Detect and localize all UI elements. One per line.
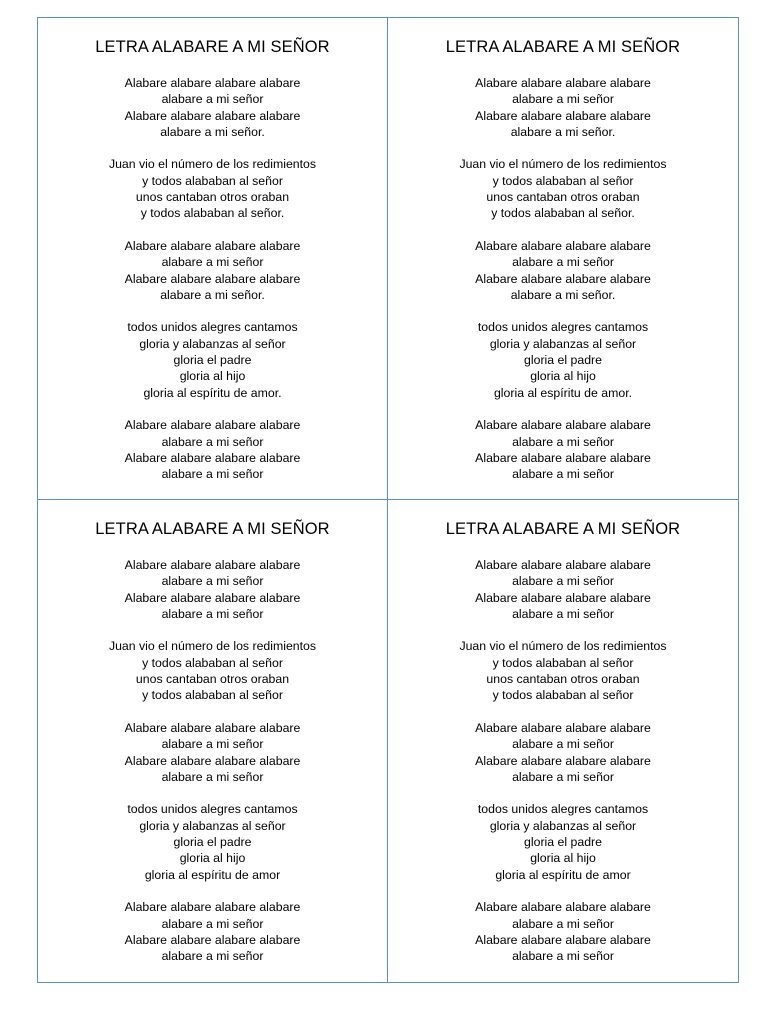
lyric-line: Alabare alabare alabare alabare [475,753,651,768]
lyric-line: gloria el padre [173,835,252,850]
lyric-line: y todos alababan al señor [492,688,634,703]
lyrics-sheet [37,17,739,983]
lyric-line: Juan vio el número de los redimientos [459,639,667,654]
stanza [38,638,387,703]
lyric-line: Alabare alabare alabare alabare [124,450,301,465]
lyric-line: alabare a mi señor [512,769,614,784]
lyric-line: Alabare alabare alabare alabare [124,271,301,286]
stanza [38,156,387,221]
lyric-line: alabare a mi señor [161,769,264,784]
lyric-line: todos unidos alegres cantamos [477,802,649,817]
lyric-line: Alabare alabare alabare alabare [475,238,651,253]
lyrics-body [38,557,387,981]
lyric-line: alabare a mi señor [512,949,614,964]
lyric-line: Alabare alabare alabare alabare [475,558,651,572]
lyric-line: y todos alababan al señor [142,688,283,703]
lyric-line: gloria y alabanzas al señor [489,818,637,833]
lyric-line: alabare a mi señor [512,737,614,752]
stanza [38,238,387,303]
lyrics-card-2 [388,18,738,500]
lyric-line: unos cantaban otros oraban [486,190,640,205]
lyric-line: alabare a mi señor. [510,287,616,302]
lyric-line: gloria al espíritu de amor [144,867,281,882]
lyric-line: gloria al espíritu de amor. [143,385,282,400]
stanza [38,720,387,785]
lyric-line: y todos alababan al señor [492,655,634,670]
lyrics-card-4 [388,500,738,982]
lyric-line: Alabare alabare alabare alabare [475,900,651,915]
stanza [388,75,738,140]
lyric-line: Juan vio el número de los redimientos [108,157,317,172]
lyric-line: Alabare alabare alabare alabare [475,590,651,605]
lyric-line: todos unidos alegres cantamos [127,802,298,817]
stanza [388,720,738,785]
lyric-line: Alabare alabare alabare alabare [124,932,301,947]
stanza [38,319,387,400]
lyrics-body [38,75,387,499]
lyrics-body [388,557,738,981]
lyric-line: alabare a mi señor [512,606,614,621]
lyric-line: gloria al hijo [179,369,246,384]
lyric-line: Alabare alabare alabare alabare [124,753,301,768]
lyric-line: alabare a mi señor [161,916,264,931]
lyric-line: Alabare alabare alabare alabare [124,108,301,123]
lyric-line: Alabare alabare alabare alabare [475,720,651,735]
lyric-line: Alabare alabare alabare alabare [475,271,651,286]
lyric-line: gloria al hijo [530,851,596,866]
card-title: LETRA ALABARE A MI SEÑOR [95,38,330,56]
lyric-line: Alabare alabare alabare alabare [475,450,651,465]
lyric-line: Alabare alabare alabare alabare [124,720,301,735]
lyric-line: y todos alababan al señor [142,173,283,188]
card-title: LETRA ALABARE A MI SEÑOR [445,520,681,538]
card-title: LETRA ALABARE A MI SEÑOR [95,520,330,538]
lyric-line: y todos alababan al señor [142,655,283,670]
lyric-line: unos cantaban otros oraban [486,672,640,687]
lyric-line: y todos alababan al señor [492,173,634,188]
lyric-line: alabare a mi señor [161,574,264,589]
lyric-line: gloria al espíritu de amor [495,867,631,882]
stanza [388,319,738,400]
lyric-line: Alabare alabare alabare alabare [124,590,301,605]
lyric-line: alabare a mi señor [161,92,264,107]
lyric-line: alabare a mi señor [512,434,614,449]
lyric-line: Alabare alabare alabare alabare [475,932,651,947]
lyric-line: alabare a mi señor. [510,124,616,139]
lyric-line: alabare a mi señor [512,255,614,270]
lyric-line: Alabare alabare alabare alabare [475,418,651,433]
lyric-line: alabare a mi señor [161,737,264,752]
lyric-line: alabare a mi señor [161,949,264,964]
lyric-line: Alabare alabare alabare alabare [124,238,301,253]
lyric-line: Alabare alabare alabare alabare [475,108,651,123]
stanza [38,75,387,140]
lyric-line: todos unidos alegres cantamos [477,320,649,335]
stanza [38,557,387,622]
lyric-line: gloria al espíritu de amor. [493,385,633,400]
lyric-line: alabare a mi señor [512,467,614,482]
stanza [38,801,387,882]
lyric-line: y todos alababan al señor. [140,206,285,221]
lyric-line: Alabare alabare alabare alabare [124,76,301,90]
lyric-line: alabare a mi señor. [160,124,265,139]
lyric-line: gloria y alabanzas al señor [489,336,637,351]
lyric-line: Alabare alabare alabare alabare [124,900,301,915]
stanza [388,238,738,303]
stanza [38,899,387,964]
lyric-line: alabare a mi señor [161,467,264,482]
lyric-line: todos unidos alegres cantamos [127,320,298,335]
lyric-line: unos cantaban otros oraban [135,190,290,205]
lyrics-card-1 [38,18,388,500]
lyric-line: Alabare alabare alabare alabare [124,558,301,572]
stanza [388,156,738,221]
lyric-line: gloria al hijo [530,369,596,384]
stanza [388,417,738,482]
lyric-line: y todos alababan al señor. [491,206,635,221]
lyric-line: Alabare alabare alabare alabare [124,418,301,433]
lyric-line: alabare a mi señor. [160,287,265,302]
lyric-line: gloria el padre [524,353,602,368]
lyrics-body [388,75,738,499]
lyric-line: alabare a mi señor [161,255,264,270]
lyric-line: alabare a mi señor [512,916,614,931]
lyrics-card-3 [38,500,388,982]
lyric-line: gloria y alabanzas al señor [139,336,286,351]
lyric-line: Juan vio el número de los redimientos [108,639,317,654]
lyric-line: gloria el padre [524,835,602,850]
lyric-line: alabare a mi señor [512,92,614,107]
stanza [388,638,738,703]
lyric-line: alabare a mi señor [161,606,264,621]
stanza [388,801,738,882]
card-title: LETRA ALABARE A MI SEÑOR [445,38,681,56]
stanza [388,899,738,964]
lyric-line: gloria y alabanzas al señor [139,818,286,833]
lyric-line: gloria al hijo [179,851,246,866]
stanza [38,417,387,482]
lyric-line: alabare a mi señor [161,434,264,449]
lyric-line: alabare a mi señor [512,574,614,589]
lyric-line: Alabare alabare alabare alabare [475,76,651,90]
lyric-line: Juan vio el número de los redimientos [459,157,667,172]
lyric-line: gloria el padre [173,353,252,368]
lyric-line: unos cantaban otros oraban [135,672,290,687]
stanza [388,557,738,622]
